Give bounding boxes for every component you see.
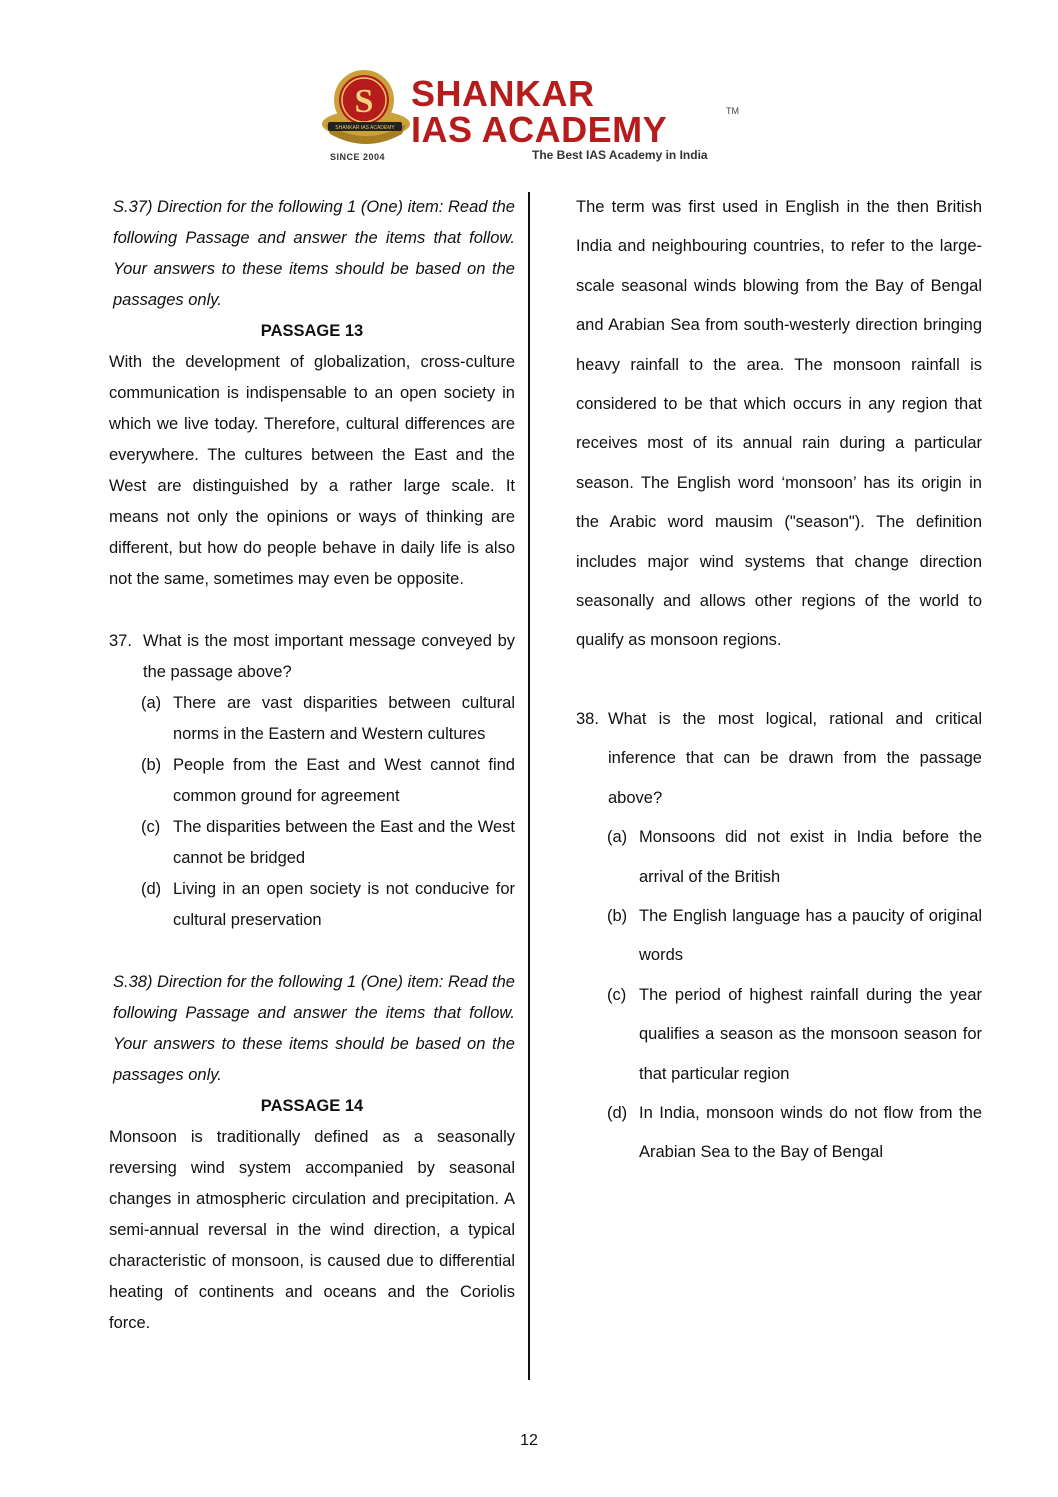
s38-direction: S.38) Direction for the following 1 (One) item: Read the following Passage and answer the items that follow. Your answers to these items should be based on the passages only.: [113, 973, 515, 1084]
passage-14-text: Monsoon is traditionally defined as a seasonally reversing wind system accompanied by seasonal changes in atmospheric circulation and precipitation. A semi-annual reversal in the wind direction, a typical characteristic of monsoon, is caused due to differential heating of continents and oceans and the Coriolis force.: [109, 1128, 515, 1332]
since-label: SINCE 2004: [330, 152, 386, 162]
question-37-text: What is the most important message conveyed by the passage above?: [143, 632, 515, 681]
passage-13-text: With the development of globalization, cross-culture communication is indispensable to an open society in which we live today. Therefore, cultural differences are everywhere. The cultures between the East and the West are distinguished by a rather large scale. It means not only the opinions or ways of thinking are different, but how do people behave in daily life is also not the same, sometimes may even be opposite.: [109, 353, 515, 588]
option-label: (c): [141, 818, 161, 836]
option-label: (d): [141, 880, 162, 898]
option-text: Living in an open society is not conducive for cultural preservation: [173, 880, 515, 929]
option-label: (b): [607, 906, 628, 925]
question-37: [109, 626, 515, 688]
question-38: [576, 700, 982, 818]
q38-option-c: [607, 976, 982, 1094]
option-text: People from the East and West cannot find common ground for agreement: [173, 756, 515, 805]
option-text: The disparities between the East and the West cannot be bridged: [173, 818, 515, 867]
q37-option-b: [141, 750, 515, 812]
left-column: [109, 192, 515, 1339]
right-column: [576, 188, 982, 1173]
q37-option-c: [141, 812, 515, 874]
option-text: There are vast disparities between cultural norms in the Eastern and Western cultures: [173, 694, 515, 743]
option-label: (c): [607, 985, 627, 1004]
emblem-ribbon-text: SHANKAR IAS ACADEMY: [335, 125, 395, 131]
trademark-symbol: TM: [726, 106, 739, 116]
option-text: The English language has a paucity of original words: [639, 906, 982, 965]
brand-tagline: The Best IAS Academy in India: [532, 148, 708, 162]
page-number: 12: [520, 1432, 538, 1449]
q37-option-d: [141, 874, 515, 936]
column-divider: [528, 192, 530, 1380]
option-label: (a): [141, 694, 162, 712]
passage-13-title: PASSAGE 13: [260, 322, 364, 340]
question-38-number: 38.: [576, 709, 599, 728]
option-text: Monsoons did not exist in India before the arrival of the British: [639, 828, 982, 886]
option-label: (b): [141, 756, 162, 774]
brand-name-line2: IAS ACADEMY: [411, 109, 668, 150]
q38-option-b: [607, 897, 982, 976]
option-label: (d): [607, 1103, 628, 1122]
q38-option-d: [607, 1094, 982, 1173]
emblem-letter: S: [354, 83, 374, 120]
academy-logo: [316, 62, 746, 170]
s37-direction: S.37) Direction for the following 1 (One) item: Read the following Passage and answer the items that follow. Your answers to these items should be based on the passages only.: [113, 198, 515, 309]
option-text: The period of highest rainfall during the year qualifies a season as the monsoon season for that particular region: [639, 985, 982, 1083]
brand-name-line1: SHANKAR: [411, 73, 595, 114]
passage-14-title: PASSAGE 14: [260, 1097, 364, 1115]
q38-option-a: [607, 818, 982, 897]
q37-option-a: [141, 688, 515, 750]
passage-14-continued: The term was first used in English in the then British India and neighbouring countries, to refer to the large-scale seasonal winds blowing from the Bay of Bengal and Arabian Sea from south-westerly direction bringing heavy rainfall to the area. The monsoon rainfall is considered to be that which occurs in any region that receives most of its annual rain during a particular season. The English word ‘monsoon’ has its origin in the Arabic word mausim ("season"). The definition includes major wind systems that change direction seasonally and allows other regions of the world to qualify as monsoon regions.: [576, 198, 982, 650]
question-37-number: 37.: [109, 632, 132, 650]
option-label: (a): [607, 828, 628, 847]
option-text: In India, monsoon winds do not flow from the Arabian Sea to the Bay of Bengal: [639, 1103, 982, 1162]
academy-emblem-icon: [316, 62, 416, 162]
question-38-text: What is the most logical, rational and critical inference that can be drawn from the passage above?: [608, 709, 982, 807]
